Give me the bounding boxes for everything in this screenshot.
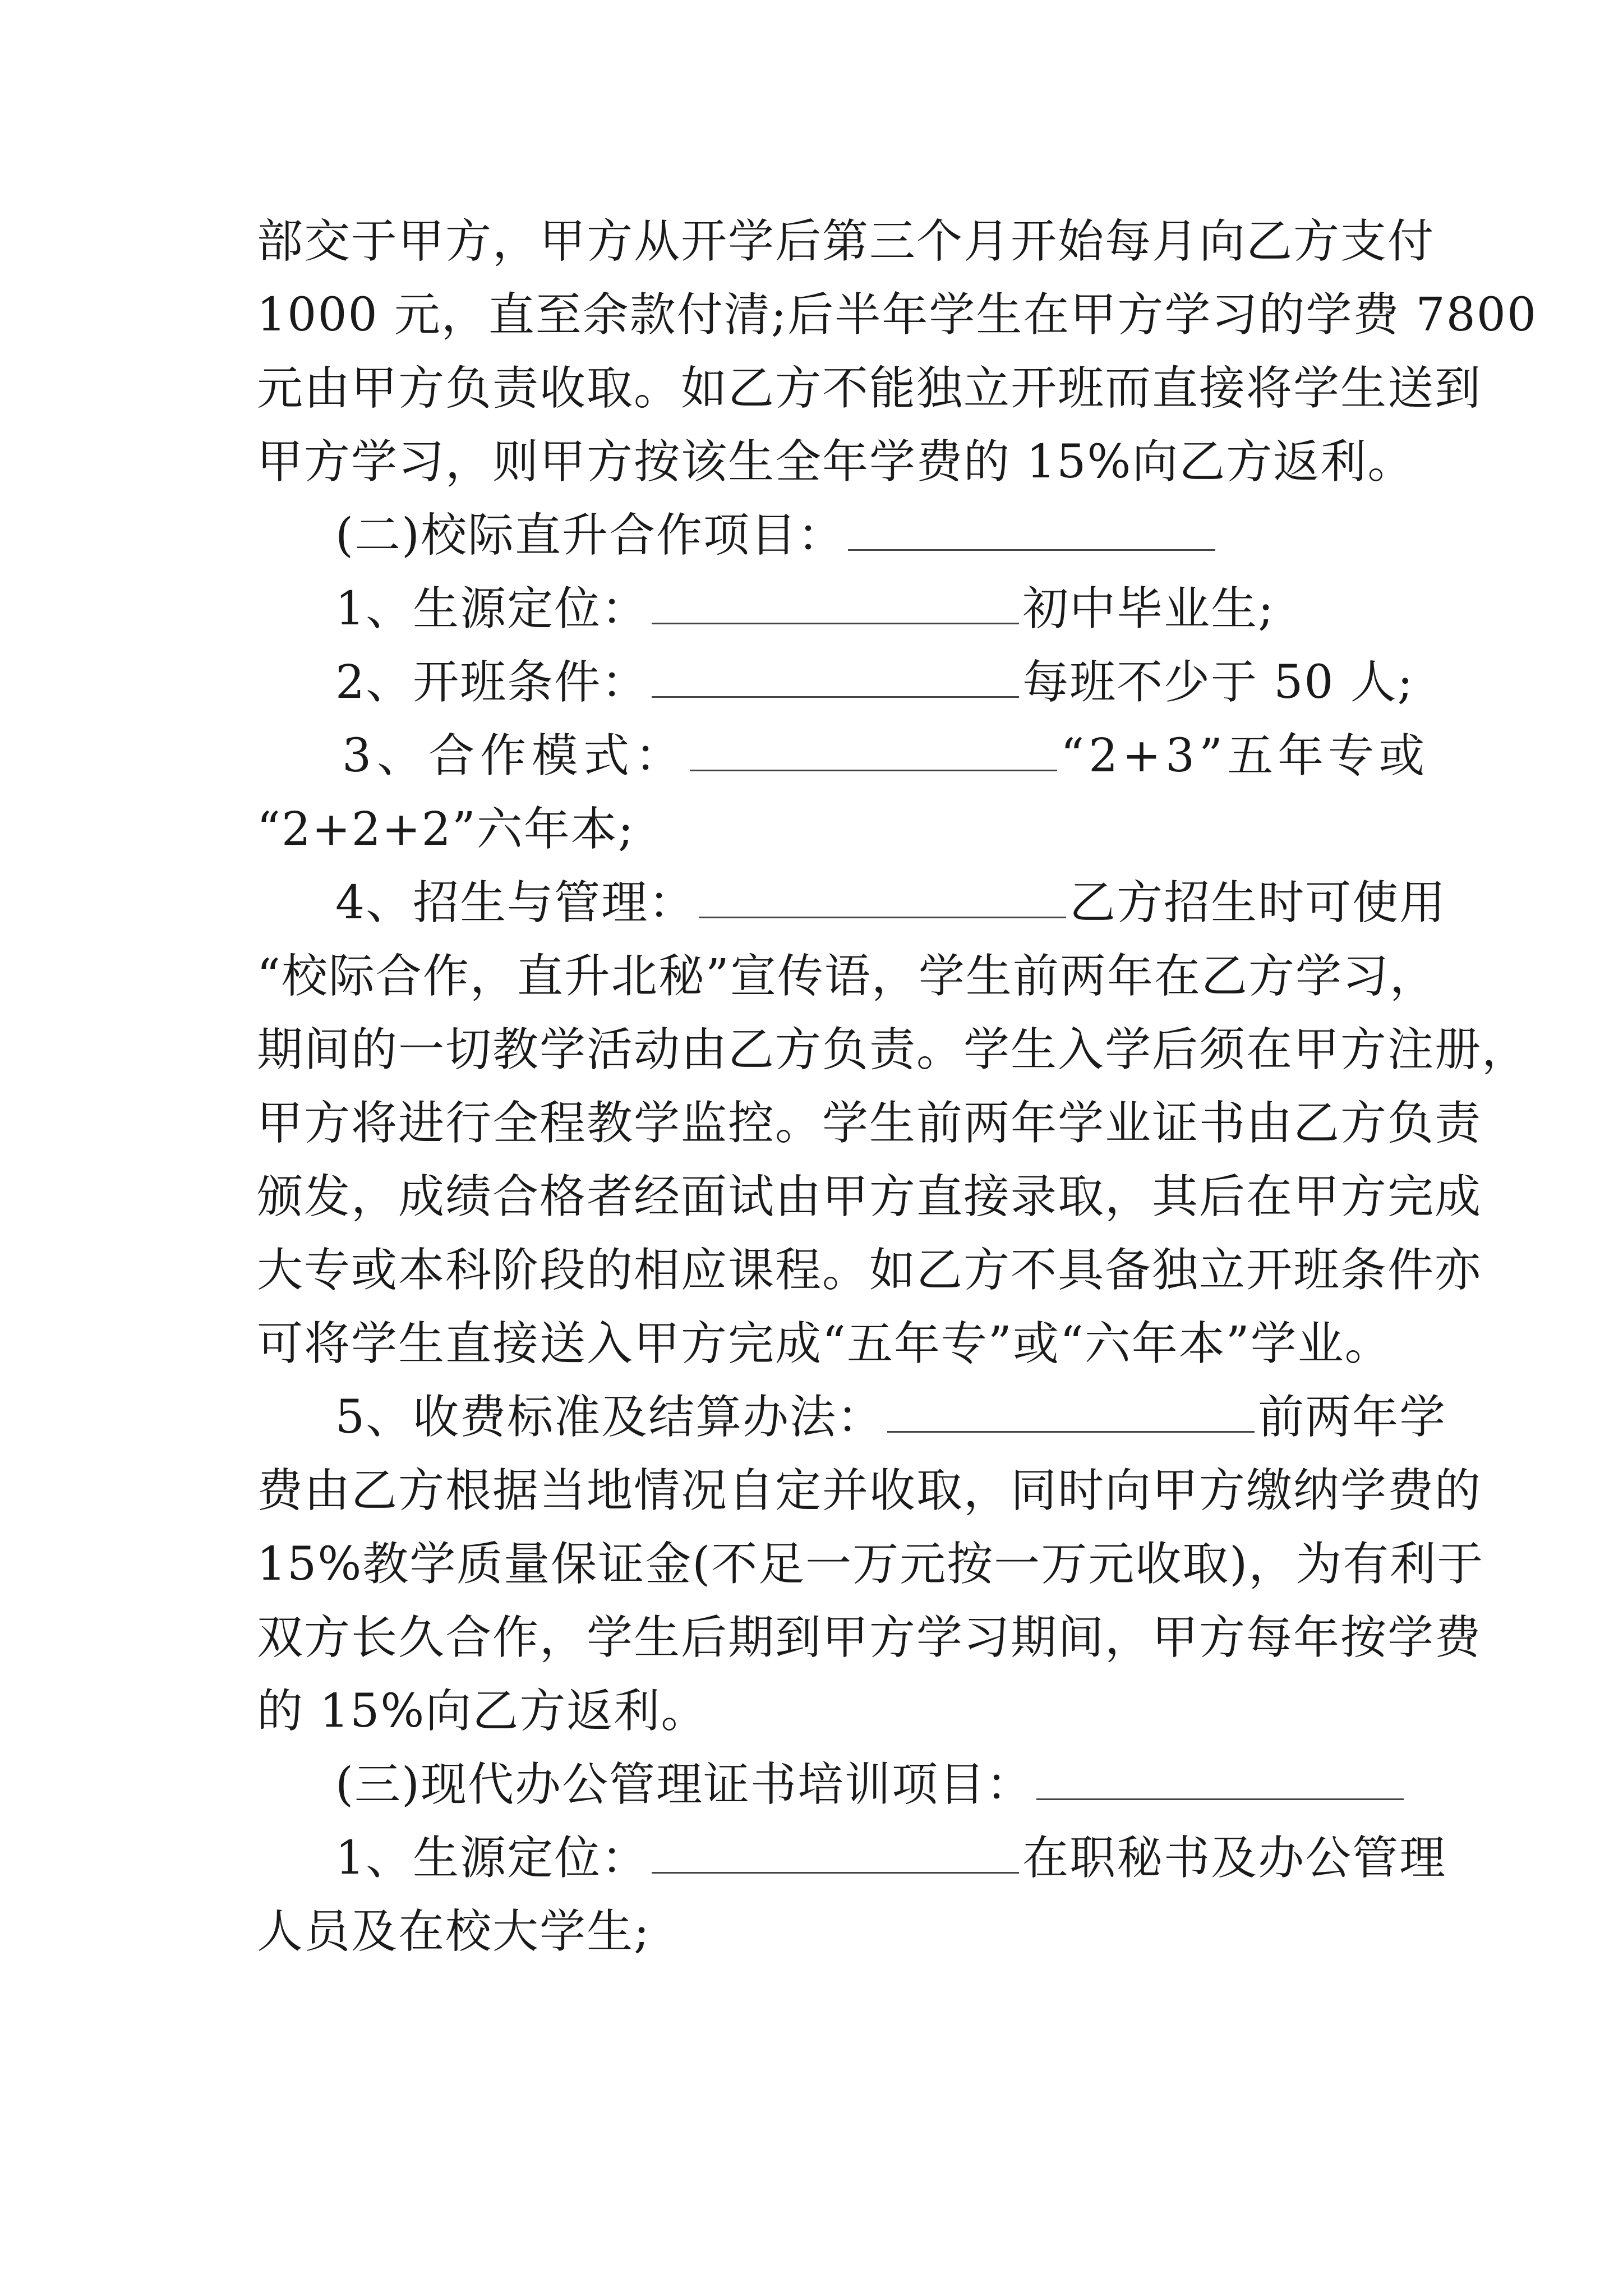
paragraph-line: 部交于甲方，甲方从开学后第三个月开始每月向乙方支付 xyxy=(257,215,1435,268)
item-value: “2+3”五年专或 xyxy=(1061,729,1430,783)
section-heading-text: (三)现代办公管理证书培训项目： xyxy=(335,1758,1033,1811)
fill-in-blank xyxy=(699,877,1066,918)
fill-in-blank xyxy=(848,510,1215,551)
item-value: 每班不少于 50 人; xyxy=(1022,656,1414,709)
item-label: 1、生源定位： xyxy=(335,582,649,636)
paragraph-line: 大专或本科阶段的相应课程。如乙方不具备独立开班条件亦 xyxy=(257,1244,1482,1297)
fill-in-blank xyxy=(652,583,1019,624)
list-item xyxy=(335,1389,1446,1446)
paragraph-line: 可将学生直接送入甲方完成“五年专”或“六年本”学业。 xyxy=(257,1317,1392,1370)
fill-in-blank xyxy=(887,1392,1255,1433)
paragraph-line: 15%教学质量保证金(不足一万元按一万元收取)，为有利于 xyxy=(257,1538,1484,1591)
section-heading-2 xyxy=(335,508,1219,564)
paragraph-line: 甲方将进行全程教学监控。学生前两年学业证书由乙方负责 xyxy=(257,1097,1482,1150)
item-value: 初中毕业生; xyxy=(1022,582,1275,636)
paragraph-line: 元由甲方负责收取。如乙方不能独立开班而直接将学生送到 xyxy=(257,362,1482,415)
fill-in-blank xyxy=(690,730,1057,771)
paragraph-line: 人员及在校大学生; xyxy=(257,1905,651,1958)
paragraph-line: 期间的一切教学活动由乙方负责。学生入学后须在甲方注册， xyxy=(257,1023,1529,1076)
list-item xyxy=(335,1830,1446,1887)
list-item xyxy=(335,581,1275,637)
fill-in-blank xyxy=(1036,1759,1404,1800)
section-heading-text: (二)校际直升合作项目： xyxy=(335,509,845,562)
section-heading-3 xyxy=(335,1757,1407,1813)
item-label: 5、收费标准及结算办法： xyxy=(335,1391,884,1444)
item-label: 4、招生与管理： xyxy=(335,876,696,930)
item-value: 乙方招生时可使用 xyxy=(1069,876,1447,930)
item-label: 2、开班条件： xyxy=(335,656,649,709)
item-value: 前两年学 xyxy=(1258,1391,1447,1444)
item-label: 3、合作模式： xyxy=(342,729,687,783)
fill-in-blank xyxy=(652,657,1019,698)
list-item xyxy=(335,655,1414,711)
list-item xyxy=(335,875,1446,931)
item-label: 1、生源定位： xyxy=(335,1832,649,1885)
paragraph-line: 费由乙方根据当地情况自定并收取，同时向甲方缴纳学费的 xyxy=(257,1464,1482,1517)
paragraph-line: 颁发，成绩合格者经面试由甲方直接录取，其后在甲方完成 xyxy=(257,1170,1482,1223)
paragraph-line: 甲方学习，则甲方按该生全年学费的 15%向乙方返利。 xyxy=(257,435,1415,489)
paragraph-line: 1000 元，直至余款付清;后半年学生在甲方学习的学费 7800 xyxy=(257,288,1538,342)
paragraph-line: “2+2+2”六年本; xyxy=(257,803,635,856)
item-value: 在职秘书及办公管理 xyxy=(1022,1832,1447,1885)
fill-in-blank xyxy=(652,1833,1019,1874)
paragraph-line: 双方长久合作，学生后期到甲方学习期间，甲方每年按学费 xyxy=(257,1611,1482,1664)
paragraph-line: “校际合作，直升北秘”宣传语，学生前两年在乙方学习， xyxy=(257,950,1437,1003)
paragraph-line: 的 15%向乙方返利。 xyxy=(257,1685,708,1738)
list-item xyxy=(342,728,1429,784)
